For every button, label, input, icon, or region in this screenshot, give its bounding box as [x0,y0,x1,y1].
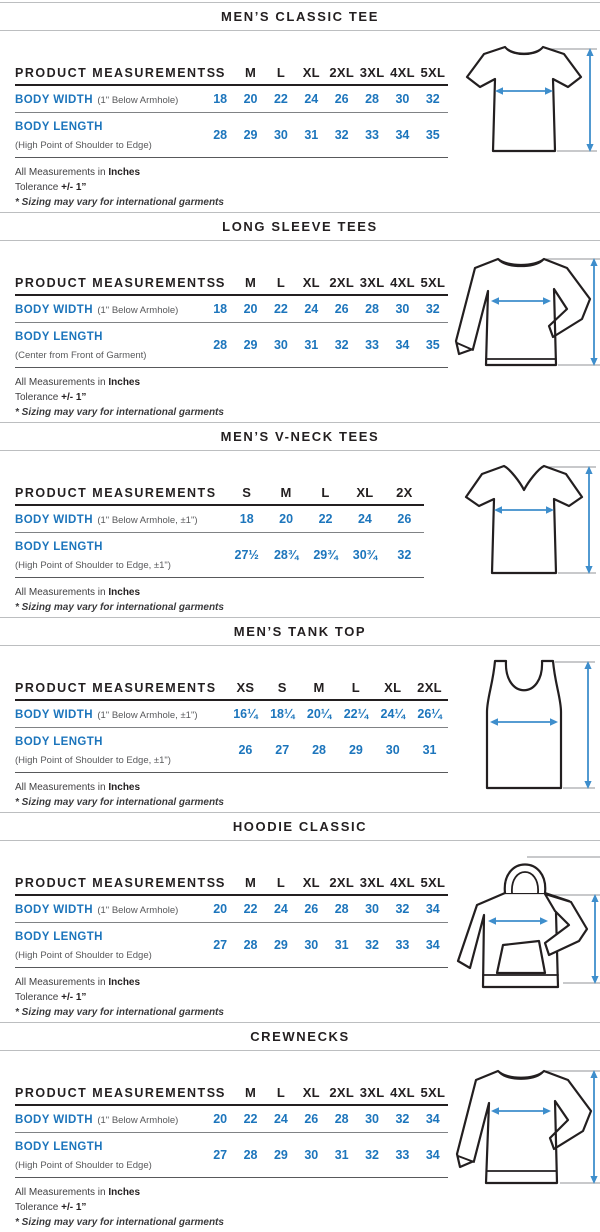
measurement-value: 32 [395,902,410,916]
measurement-row [15,1106,448,1133]
measurement-label-cell [15,510,227,528]
measurement-name: BODY WIDTH [15,304,93,316]
measurement-description: (High Point of Shoulder to Edge, ±1") [15,560,171,571]
size-column-header: 2XL [329,1085,355,1100]
measurement-value: 20¼ [306,707,332,721]
note-tolerance-prefix: Tolerance [15,1202,62,1213]
measurement-description: (High Point of Shoulder to Edge) [15,1160,152,1171]
size-column-header: 2XL [417,680,442,695]
size-column-header: S [215,1085,225,1100]
measurement-value: 22 [273,302,288,316]
measurement-value: 26 [334,92,349,106]
size-column-header: 5XL [420,1085,446,1100]
size-column-header: 5XL [420,65,446,80]
measurement-value: 35 [425,128,440,142]
measurements-table [15,485,424,578]
size-column-header: XL [384,680,402,695]
measurement-label-cell [15,705,227,723]
section-classic-tee [0,2,600,212]
measurements-table [15,680,448,773]
measurements-header-label: PRODUCT MEASUREMENTS [15,66,217,80]
size-column-header: S [215,65,225,80]
measurement-value: 20 [243,302,258,316]
note-measurements-prefix: All Measurements in [15,1187,109,1198]
note-measurements-prefix: All Measurements in [15,587,109,598]
note-measurements [15,167,448,178]
note-measurements [15,782,448,793]
measurement-description: (1" Below Armhole) [97,1115,179,1126]
measurement-label-cell [15,1137,205,1173]
measurement-value: 24 [304,92,319,106]
size-column-header: 3XL [359,1085,385,1100]
measurement-value: 28 [243,938,258,952]
note-tolerance-value: +/- 1” [61,392,87,403]
table-header-row [15,680,448,701]
table-and-notes [15,451,448,617]
size-column-header: XL [356,485,374,500]
size-column-header: 3XL [359,65,385,80]
measurement-value: 29 [273,1148,288,1162]
crewneck-icon [446,1061,600,1193]
note-sizing: * Sizing may vary for international garments [15,602,224,613]
section-title: CREWNECKS [250,1029,350,1044]
table-and-notes [15,1051,448,1232]
measurement-value: 22 [243,902,258,916]
section-title-bar [0,1022,600,1051]
table-header-row [15,485,424,506]
measurement-value: 32 [365,938,380,952]
measurement-label-cell [15,117,205,153]
measurement-value: 34 [425,938,440,952]
note-measurements-unit: Inches [108,1187,141,1198]
size-column-header: L [276,275,286,290]
measurement-row [15,701,448,728]
measurement-value: 29 [348,743,363,757]
measurement-value: 22 [318,512,333,526]
measurement-value: 27 [213,938,228,952]
note-tolerance-value: +/- 1” [61,992,87,1003]
measurement-value: 20 [243,92,258,106]
measurement-value: 22 [273,92,288,106]
size-column-header: M [244,875,257,890]
measurement-value: 33 [365,128,380,142]
measurement-value: 33 [395,938,410,952]
measurement-rows [15,86,448,158]
measurement-value: 24 [273,902,288,916]
section-crewneck [0,1022,600,1232]
size-column-header: XL [302,1085,320,1100]
note-measurements-prefix: All Measurements in [15,782,109,793]
measurement-description: (Center from Front of Garment) [15,350,147,361]
measurement-value: 30 [395,302,410,316]
note-measurements [15,377,448,388]
measurements-table [15,875,448,968]
measurement-value: 18¼ [270,707,295,721]
note-measurements-unit: Inches [108,377,141,388]
measurement-value: 32 [334,338,349,352]
measurement-value: 20 [213,1112,228,1126]
note-tolerance [15,182,448,193]
measurement-row [15,1133,448,1178]
size-column-header: 3XL [359,275,385,290]
note-measurements [15,587,424,598]
size-column-header: M [280,485,292,500]
measurement-description: (1" Below Armhole, ±1") [97,515,198,526]
size-column-header: 4XL [390,875,415,890]
table-and-notes [15,31,448,212]
table-header-row [15,1085,448,1106]
size-column-header: XL [302,65,320,80]
measurement-value: 20 [279,512,294,526]
size-column-header: M [244,65,257,80]
hoodie-icon [445,851,600,1003]
measurement-label-cell [15,90,205,108]
note-tolerance-prefix: Tolerance [15,182,62,193]
measurement-description: (1" Below Armhole) [97,95,179,106]
measurement-rows [15,896,448,968]
section-long-sleeve-tee [0,212,600,422]
measurement-row [15,923,448,968]
measurement-rows [15,701,448,773]
table-and-notes [15,241,448,422]
section-body [0,841,600,1022]
note-measurements-unit: Inches [108,167,141,178]
size-column-header: 5XL [420,275,446,290]
notes [15,977,448,1018]
measurements-table [15,65,448,158]
measurement-value: 26¼ [417,707,442,721]
note-measurements-unit: Inches [108,782,141,793]
note-measurements [15,977,448,988]
notes [15,377,448,418]
measurements-table [15,275,448,368]
note-measurements-unit: Inches [108,587,141,598]
note-sizing: * Sizing may vary for international garments [15,197,224,208]
measurement-value: 30 [273,338,288,352]
measurement-value: 18 [213,92,228,106]
measurement-label-cell [15,927,205,963]
size-column-header: XS [236,680,255,695]
measurement-value: 28 [213,338,228,352]
size-column-header: S [242,485,252,500]
table-and-notes [15,841,448,1022]
measurement-label-cell [15,537,227,573]
size-column-header: S [215,275,225,290]
section-body [0,1051,600,1232]
table-header-row [15,275,448,296]
size-column-header: L [276,1085,286,1100]
measurement-value: 30 [365,1112,380,1126]
measurement-value: 24 [304,302,319,316]
measurements-header-label: PRODUCT MEASUREMENTS [15,681,217,695]
section-body [0,451,600,617]
notes [15,167,448,208]
measurement-value: 32 [397,548,412,562]
measurement-value: 27 [213,1148,228,1162]
measurement-value: 26 [334,302,349,316]
section-title-bar [0,2,600,31]
vneck-tee-icon [449,461,599,583]
measurement-description: (1" Below Armhole) [97,905,179,916]
measurement-value: 33 [395,1148,410,1162]
measurement-row [15,506,424,533]
size-column-header: 2XL [329,875,355,890]
note-tolerance-prefix: Tolerance [15,392,62,403]
size-column-header: 5XL [420,875,446,890]
measurement-value: 22 [243,1112,258,1126]
measurement-description: (High Point of Shoulder to Edge) [15,950,152,961]
measurement-row [15,296,448,323]
note-measurements-prefix: All Measurements in [15,977,109,988]
measurement-value: 28 [312,743,327,757]
measurement-value: 30 [304,1148,319,1162]
measurement-name: BODY WIDTH [15,1114,93,1126]
table-header-row [15,875,448,896]
measurement-value: 29 [273,938,288,952]
measurement-label-cell [15,900,205,918]
note-sizing: * Sizing may vary for international garments [15,407,224,418]
notes [15,587,424,613]
measurement-name: BODY WIDTH [15,94,93,106]
measurement-row [15,323,448,368]
note-measurements [15,1187,448,1198]
measurement-value: 26 [238,743,253,757]
measurement-value: 29 [243,128,258,142]
measurement-row [15,533,424,578]
measurement-value: 31 [304,128,319,142]
measurement-name: BODY LENGTH [15,121,103,133]
measurement-name: BODY WIDTH [15,709,93,721]
note-sizing: * Sizing may vary for international garments [15,1007,224,1018]
note-tolerance-value: +/- 1” [61,1202,87,1213]
measurement-value: 24 [357,512,372,526]
note-measurements-prefix: All Measurements in [15,167,109,178]
measurement-value: 16¼ [233,707,258,721]
long-sleeve-tee-illustration [446,251,600,422]
measurements-table [15,1085,448,1178]
measurement-value: 18 [239,512,254,526]
illustration-column [448,241,600,422]
measurements-header-label: PRODUCT MEASUREMENTS [15,876,217,890]
measurement-rows [15,506,424,578]
measurement-value: 31 [334,938,349,952]
measurement-value: 30 [304,938,319,952]
note-sizing: * Sizing may vary for international garments [15,1217,224,1228]
size-column-header: M [244,1085,257,1100]
long-sleeve-tee-icon [446,251,600,377]
hoodie-illustration [445,851,600,1022]
measurement-name: BODY WIDTH [15,514,93,526]
measurement-description: (1" Below Armhole, ±1") [97,710,198,721]
measurement-value: 34 [395,128,410,142]
measurement-name: BODY LENGTH [15,1141,103,1153]
size-column-header: M [313,680,325,695]
measurement-name: BODY LENGTH [15,736,103,748]
section-body [0,646,600,812]
measurement-value: 26 [304,902,319,916]
size-column-header: 2X [396,485,413,500]
measurement-value: 18 [213,302,228,316]
note-tolerance [15,992,448,1003]
notes [15,1187,448,1228]
measurement-rows [15,296,448,368]
size-column-header: L [276,875,286,890]
measurement-value: 28 [365,302,380,316]
measurement-description: (High Point of Shoulder to Edge, ±1") [15,755,171,766]
section-body [0,241,600,422]
measurement-value: 27½ [234,548,259,562]
measurement-value: 34 [425,1148,440,1162]
measurement-value: 32 [395,1112,410,1126]
measurement-value: 35 [425,338,440,352]
size-column-header: S [215,875,225,890]
measurement-rows [15,1106,448,1178]
measurements-header-label: PRODUCT MEASUREMENTS [15,1086,217,1100]
illustration-column [448,31,600,212]
size-column-header: 4XL [390,65,415,80]
tank-top-icon [449,656,599,798]
measurement-name: BODY LENGTH [15,931,103,943]
size-column-header: L [351,680,361,695]
size-column-header: 3XL [359,875,385,890]
measurement-value: 32 [425,92,440,106]
illustration-column [448,451,600,617]
measurement-label-cell [15,300,205,318]
measurement-value: 32 [365,1148,380,1162]
section-title-bar [0,617,600,646]
measurement-value: 26 [397,512,412,526]
size-column-header: 2XL [329,275,355,290]
measurement-value: 24¼ [380,707,405,721]
measurement-row [15,728,448,773]
size-column-header: L [321,485,330,500]
measurement-value: 30 [395,92,410,106]
measurement-row [15,86,448,113]
size-column-header: 4XL [390,1085,415,1100]
section-title-bar [0,812,600,841]
note-tolerance [15,1202,448,1213]
crewneck-illustration [446,1061,600,1232]
measurement-value: 30 [385,743,400,757]
measurement-value: 30 [273,128,288,142]
measurement-value: 28 [243,1148,258,1162]
measurement-row [15,896,448,923]
note-measurements-unit: Inches [108,977,141,988]
measurement-name: BODY WIDTH [15,904,93,916]
size-column-header: XL [302,275,320,290]
vneck-tee-illustration [449,461,599,617]
measurement-value: 32 [425,302,440,316]
measurement-label-cell [15,1110,205,1128]
section-title: MEN’S TANK TOP [233,624,367,639]
section-hoodie [0,812,600,1022]
measurement-value: 28 [365,92,380,106]
measurement-value: 32 [334,128,349,142]
measurement-value: 31 [304,338,319,352]
measurement-value: 34 [395,338,410,352]
size-column-header: 2XL [329,65,355,80]
measurements-header-label: PRODUCT MEASUREMENTS [15,486,217,500]
section-title-bar [0,212,600,241]
measurement-label-cell [15,327,205,363]
tank-top-illustration [449,656,599,812]
illustration-column [448,646,600,812]
measurement-value: 28 [334,1112,349,1126]
size-column-header: XL [302,875,320,890]
measurement-name: BODY LENGTH [15,331,103,343]
size-column-header: 4XL [390,275,415,290]
measurement-value: 24 [273,1112,288,1126]
measurement-value: 22¼ [343,707,369,721]
measurement-value: 26 [304,1112,319,1126]
note-sizing: * Sizing may vary for international garments [15,797,224,808]
notes [15,782,448,808]
note-tolerance-prefix: Tolerance [15,992,62,1003]
illustration-column [448,841,600,1022]
measurement-row [15,113,448,158]
measurement-value: 29 [243,338,258,352]
measurement-label-cell [15,732,227,768]
measurement-value: 33 [365,338,380,352]
measurement-value: 27 [275,743,290,757]
size-column-header: S [277,680,287,695]
measurement-description: (High Point of Shoulder to Edge) [15,140,152,151]
section-title: LONG SLEEVE TEES [222,219,378,234]
section-title: MEN’S V-NECK TEES [220,429,380,444]
measurement-value: 31 [422,743,437,757]
size-column-header: M [244,275,257,290]
table-and-notes [15,646,448,812]
measurement-value: 34 [425,1112,440,1126]
measurement-value: 34 [425,902,440,916]
measurement-value: 28¾ [273,548,299,562]
measurement-description: (1" Below Armhole) [97,305,179,316]
classic-tee-icon [449,41,599,163]
classic-tee-illustration [449,41,599,212]
measurement-value: 20 [213,902,228,916]
section-title-bar [0,422,600,451]
size-chart-document [0,2,600,1232]
section-tank-top [0,617,600,812]
note-measurements-prefix: All Measurements in [15,377,109,388]
measurement-name: BODY LENGTH [15,541,103,553]
size-column-header: L [276,65,286,80]
illustration-column [448,1051,600,1232]
measurement-value: 30 [365,902,380,916]
measurements-header-label: PRODUCT MEASUREMENTS [15,276,217,290]
note-tolerance-value: +/- 1” [61,182,87,193]
table-header-row [15,65,448,86]
measurement-value: 30¾ [352,548,378,562]
section-title: MEN’S CLASSIC TEE [221,9,379,24]
measurement-value: 28 [334,902,349,916]
note-tolerance [15,392,448,403]
measurement-value: 31 [334,1148,349,1162]
measurement-value: 29¾ [313,548,338,562]
section-body [0,31,600,212]
measurement-value: 28 [213,128,228,142]
section-vneck-tee [0,422,600,617]
section-title: HOODIE CLASSIC [232,819,368,834]
